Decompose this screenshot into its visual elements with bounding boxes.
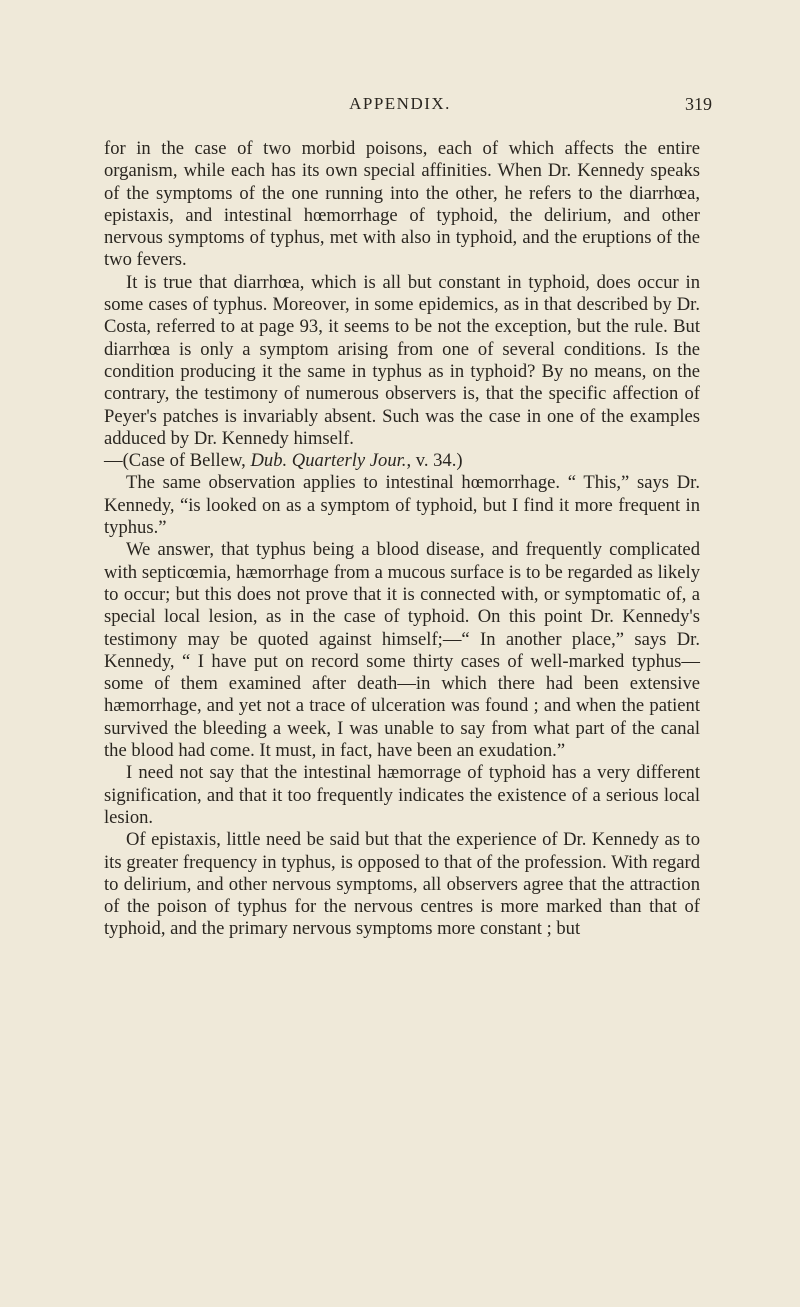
citation-line	[104, 450, 700, 472]
paragraph-diarrhoea: It is true that diarrhœa, which is all but constant in typhoid, does occur in some cases of typhus. Moreover, in some epidemics, as in that described by Dr. Costa, referred to at page 93, it seems to be not the exception, but the rule. But diarrhœa is only a symptom arising from one of several conditions. Is the condition producing it the same in typhus as in typhoid? By no means, on the contrary, the testimony of numerous observers is, that the specific affection of Peyer's patches is invariably absent. Such was the case in one of the examples adduced by Dr. Kennedy himself.	[104, 271, 700, 449]
running-head: APPENDIX.	[349, 94, 451, 113]
page-number: 319	[685, 94, 712, 114]
paragraph-epistaxis: Of epistaxis, little need be said but that the experience of Dr. Kennedy as to its greater frequency in typhus, is opposed to that of the profession. With regard to delirium, and other nervous symptoms, all observers agree that the attraction of the poison of typhus for the nervous centres is more marked than that of typhoid, and the primary nervous symptoms more constant ; but	[104, 829, 700, 940]
journal-title: Dub. Quarterly Jour.	[250, 450, 407, 472]
paragraph-intestinal: I need not say that the intestinal hæmorrage of typhoid has a very different signification, and that it too frequently indicates the existence of a serious local lesion.	[104, 762, 700, 828]
paragraph-continued: for in the case of two morbid poisons, each of which affects the entire organism, while each has its own special affinities. When Dr. Kennedy speaks of the symptoms of the one running into the other, he refers to the diarrhœa, epistaxis, and intestinal hœmorrhage of typhoid, the delirium, and other nervous symptoms of typhus, met with also in typhoid, and the eruptions of the two fevers.	[104, 138, 700, 271]
citation-suffix: , v. 34.)	[406, 450, 463, 472]
body-text	[104, 138, 700, 941]
citation-prefix: —(Case of Bellew,	[104, 450, 251, 472]
paragraph-haemorrhage: The same observation applies to intestinal hœmorrhage. “ This,” says Dr. Kennedy, “is looked on as a symptom of typhoid, but I find it more frequent in typhus.”	[104, 472, 700, 539]
paragraph-answer: We answer, that typhus being a blood disease, and frequently complicated with septicœmia, hæmorrhage from a mucous surface is to be regarded as likely to occur; but this does not prove that it is connected with, or symptomatic of, a special local lesion, as in the case of typhoid. On this point Dr. Kennedy's testimony may be quoted against himself;—“ In another place,” says Dr. Kennedy, “ I have put on record some thirty cases of well-marked typhus— some of them examined after death—in which there had been extensive hæmorrhage, and yet not a trace of ulceration was found ; and when the patient survived the bleeding a week, I was unable to say from what part of the canal the blood had come. It must, in fact, have been an exudation.”	[104, 539, 700, 762]
page-header	[0, 94, 800, 124]
